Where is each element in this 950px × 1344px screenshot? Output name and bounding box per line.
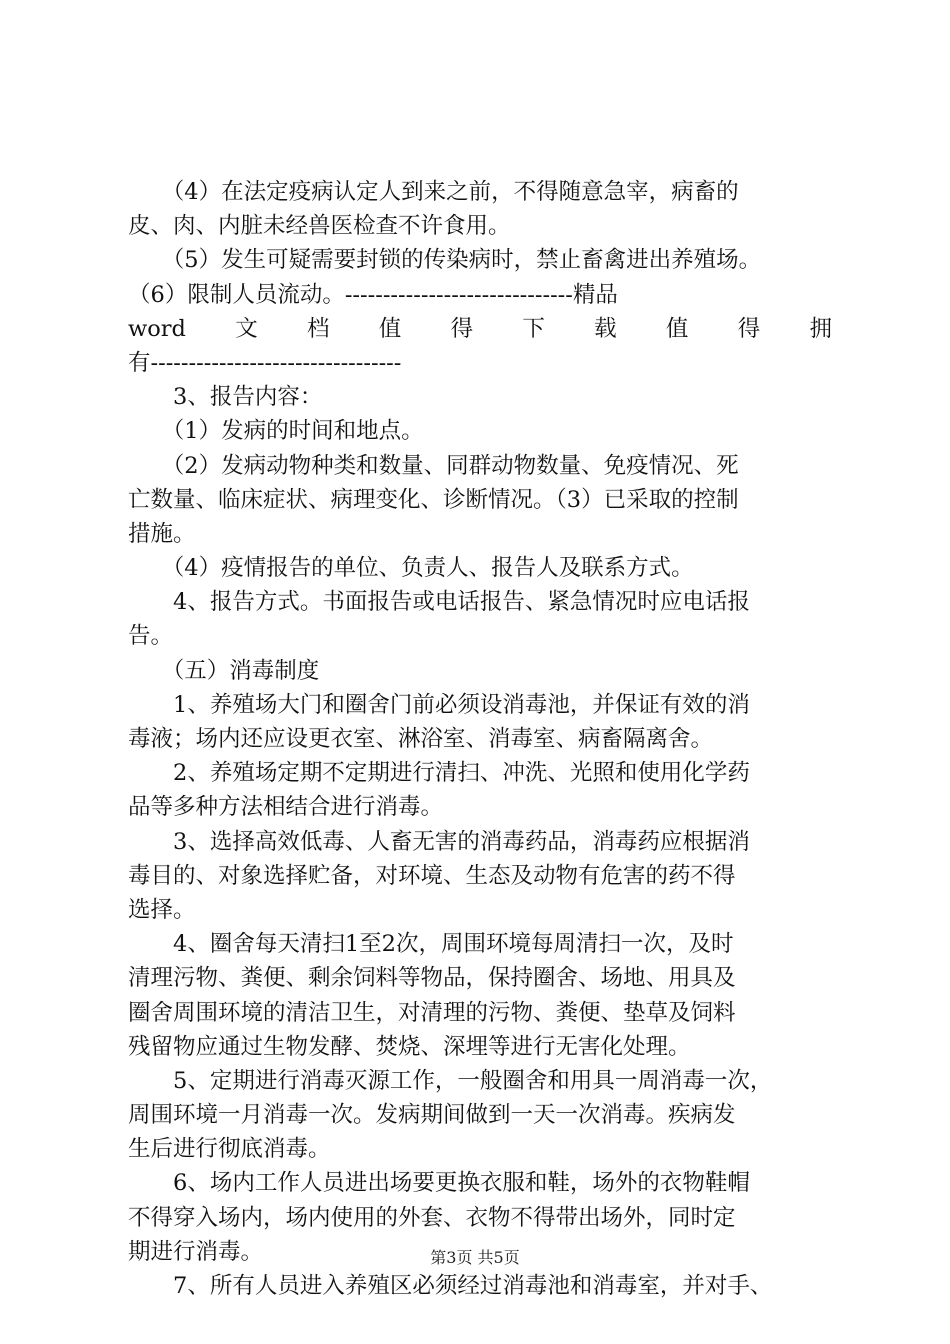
text-line: 6、场内工作人员进出场要更换衣服和鞋，场外的衣物鞋帽: [128, 1170, 750, 1197]
text-line: 清理污物、粪便、剩余饲料等物品，保持圈舍、场地、用具及: [128, 965, 736, 992]
text-line: （4）疫情报告的单位、负责人、报告人及联系方式。: [128, 555, 694, 582]
text-line: 3、报告内容：: [128, 384, 323, 411]
text-line: 措施。: [128, 520, 196, 547]
justified-word: 值: [665, 315, 689, 342]
text-line: 品等多种方法相结合进行消毒。: [128, 794, 444, 821]
justified-word: 文: [235, 315, 258, 342]
text-line: 生后进行彻底消毒。: [128, 1136, 331, 1163]
text-line: 5、定期进行消毒灭源工作，一般圈舍和用具一周消毒一次，: [128, 1067, 773, 1094]
text-line: 3、选择高效低毒、人畜无害的消毒药品，消毒药应根据消: [128, 828, 750, 855]
text-line: （2）发病动物种类和数量、同群动物数量、免疫情况、死: [128, 452, 739, 479]
text-line: 期进行消毒。: [128, 1238, 264, 1265]
text-line: （4）在法定疫病认定人到来之前，不得随意急宰，病畜的: [128, 179, 739, 205]
justified-word: 得: [737, 315, 761, 342]
text-line: 皮、肉、内脏未经兽医检查不许食用。: [128, 213, 511, 240]
text-line: 毒液；场内还应设更衣室、淋浴室、消毒室、病畜隔离舍。: [128, 726, 714, 752]
text-line: 7、所有人员进入养殖区必须经过消毒池和消毒室，并对手、: [128, 1273, 773, 1299]
justified-word: 下: [522, 315, 545, 342]
text-line: 残留物应通过生物发酵、焚烧、深埋等进行无害化处理。: [128, 1033, 691, 1060]
text-line: （五）消毒制度: [128, 657, 320, 684]
text-line: 告。: [128, 623, 174, 650]
text-line: 有---------------------------------: [128, 349, 402, 376]
justified-word: 拥: [809, 315, 832, 342]
justified-word: 得: [450, 315, 474, 342]
text-line: 选择。: [128, 896, 196, 923]
document-body: [128, 175, 832, 1303]
text-line: 1、养殖场大门和圈舍门前必须设消毒池，并保证有效的消: [128, 691, 750, 718]
text-line-justified: [128, 312, 832, 346]
text-line: （5）发生可疑需要封锁的传染病时，禁止畜禽进出养殖场。: [128, 247, 762, 274]
text-line: 毒目的、对象选择贮备，对环境、生态及动物有危害的药不得: [128, 862, 736, 889]
text-line: （1）发病的时间和地点。: [128, 418, 424, 445]
justified-word: 档: [307, 315, 330, 342]
text-line: 2、养殖场定期不定期进行清扫、冲洗、光照和使用化学药: [128, 760, 750, 787]
page-number-footer: 第3页 共5页: [430, 1248, 520, 1267]
text-line: 周围环境一月消毒一次。发病期间做到一天一次消毒。疾病发: [128, 1102, 736, 1129]
justified-word: word: [128, 315, 186, 342]
text-line: 4、报告方式。书面报告或电话报告、紧急情况时应电话报: [128, 589, 750, 616]
text-line: 不得穿入场内，场内使用的外套、衣物不得带出场外，同时定: [128, 1204, 736, 1231]
text-line: 圈舍周围环境的清洁卫生，对清理的污物、粪便、垫草及饲料: [128, 999, 736, 1026]
justified-word: 载: [594, 315, 617, 342]
text-line: 亡数量、临床症状、病理变化、诊断情况。（3）已采取的控制: [128, 486, 739, 513]
text-line: （6）限制人员流动。------------------------------精品: [128, 281, 618, 308]
text-line: 4、圈舍每天清扫1至2次，周围环境每周清扫一次，及时: [128, 931, 734, 958]
justified-word: 值: [378, 315, 402, 342]
